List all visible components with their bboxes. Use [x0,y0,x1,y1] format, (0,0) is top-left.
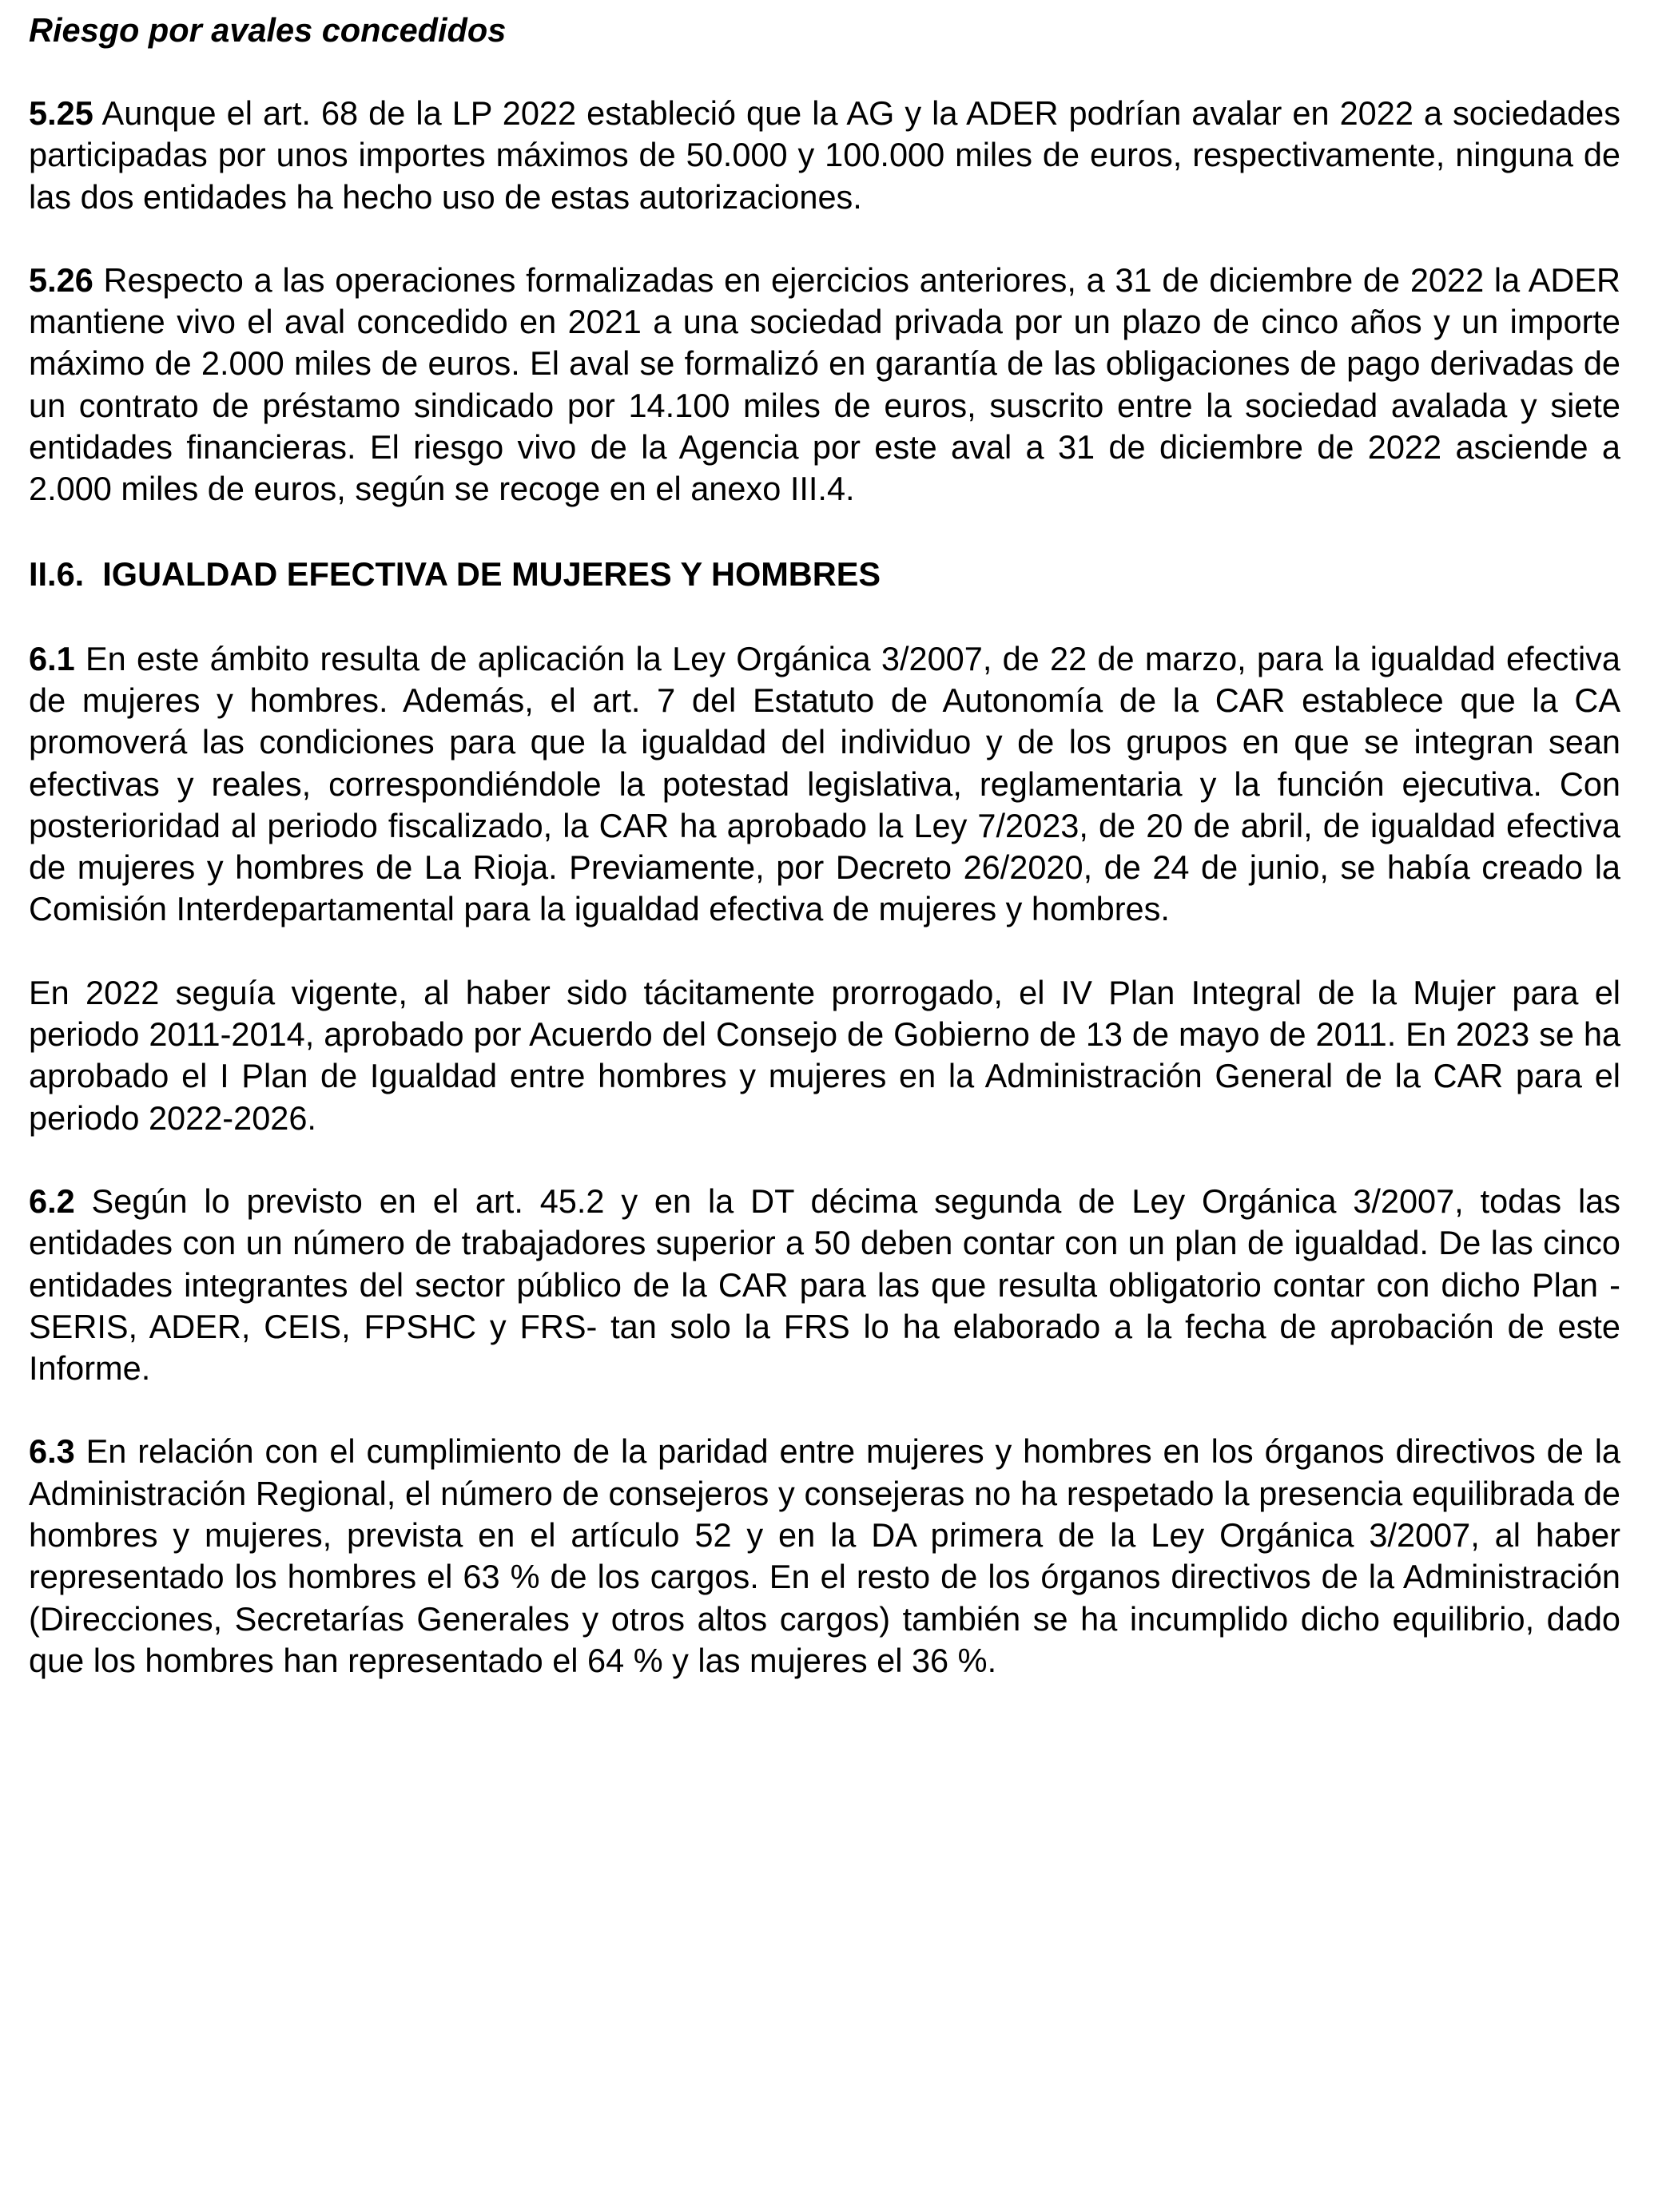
subheading-riesgo-avales: Riesgo por avales concedidos [29,11,507,49]
paragraph-number: 6.1 [29,639,75,677]
paragraph-number: 6.3 [29,1432,75,1471]
document-page [29,10,1620,1682]
paragraph-text: En este ámbito resulta de aplicación la Ley Orgánica 3/2007, de 22 de marzo, para la igualdad efectiva de mujeres y hombres. Además, el art. 7 del Estatuto de Autonomía de la CAR establece que la CA promoverá las condiciones para que la igualdad del individuo y de los grupos en que se integran sean efectivas y reales, correspondiéndole la potestad legislativa, reglamentaria y la función ejecutiva. Con posterioridad al periodo fiscalizado, la CAR ha aprobado la Ley 7/2023, de 20 de abril, de igualdad efectiva de mujeres y hombres de La Rioja. Previamente, por Decreto 26/2020, de 24 de junio, se había creado la Comisión Interdepartamental para la igualdad efectiva de mujeres y hombres. [29,639,1620,928]
paragraph-6-1 [29,638,1620,931]
paragraph-text: Según lo previsto en el art. 45.2 y en la DT décima segunda de Ley Orgánica 3/2007, todas las entidades con un número de trabajadores superior a 50 deben contar con un plan de igualdad. De las cinco entidades integrantes del sector público de la CAR para las que resulta obligatorio contar con dicho Plan - SERIS, ADER, CEIS, FPSHC y FRS- tan solo la FRS lo ha elaborado a la fecha de aprobación de este Informe. [29,1181,1620,1388]
section-title-text: IGUALDAD EFECTIVA DE MUJERES Y HOMBRES [102,554,881,593]
paragraph-number: 5.26 [29,260,93,299]
paragraph-5-25 [29,93,1620,218]
section-number: II.6. [29,554,85,593]
paragraph-number: 6.2 [29,1181,75,1220]
paragraph-text: En relación con el cumplimiento de la paridad entre mujeres y hombres en los órganos directivos de la Administración Regional, el número de consejeros y consejeras no ha respetado la presencia equilibrada de hombres y mujeres, prevista en el artículo 52 y en la DA primera de la Ley Orgánica 3/2007, al haber representado los hombres el 63 % de los cargos. En el resto de los órganos directivos de la Administración (Direcciones, Secretarías Generales y otros altos cargos) también se ha incumplido dicho equilibrio, dado que los hombres han representado el 64 % y las mujeres el 36 %. [29,1432,1620,1679]
paragraph-6-2 [29,1181,1620,1389]
section-title [29,554,1620,595]
paragraph-text: Aunque el art. 68 de la LP 2022 estableció que la AG y la ADER podrían avalar en 2022 a sociedades participadas por unos importes máximos de 50.000 y 100.000 miles de euros, respectivamente, ninguna de las dos entidades ha hecho uso de estas autorizaciones. [29,94,1620,216]
paragraph-number: 5.25 [29,94,93,132]
paragraph-text: Respecto a las operaciones formalizadas en ejercicios anteriores, a 31 de diciembre de 2022 la ADER mantiene vivo el aval concedido en 2021 a una sociedad privada por un plazo de cinco años y un importe máximo de 2.000 miles de euros. El aval se formalizó en garantía de las obligaciones de pago derivadas de un contrato de préstamo sindicado por 14.100 miles de euros, suscrito entre la sociedad avalada y siete entidades financieras. El riesgo vivo de la Agencia por este aval a 31 de diciembre de 2022 asciende a 2.000 miles de euros, según se recoge en el anexo III.4. [29,260,1620,508]
paragraph-6-3 [29,1431,1620,1682]
paragraph-6-1-continued: En 2022 seguía vigente, al haber sido tácitamente prorrogado, el IV Plan Integral de la Mujer para el periodo 2011-2014, aprobado por Acuerdo del Consejo de Gobierno de 13 de mayo de 2011. En 2023 se ha aprobado el I Plan de Igualdad entre hombres y mujeres en la Administración General de la CAR para el periodo 2022-2026. [29,973,1620,1137]
paragraph-5-26 [29,260,1620,510]
